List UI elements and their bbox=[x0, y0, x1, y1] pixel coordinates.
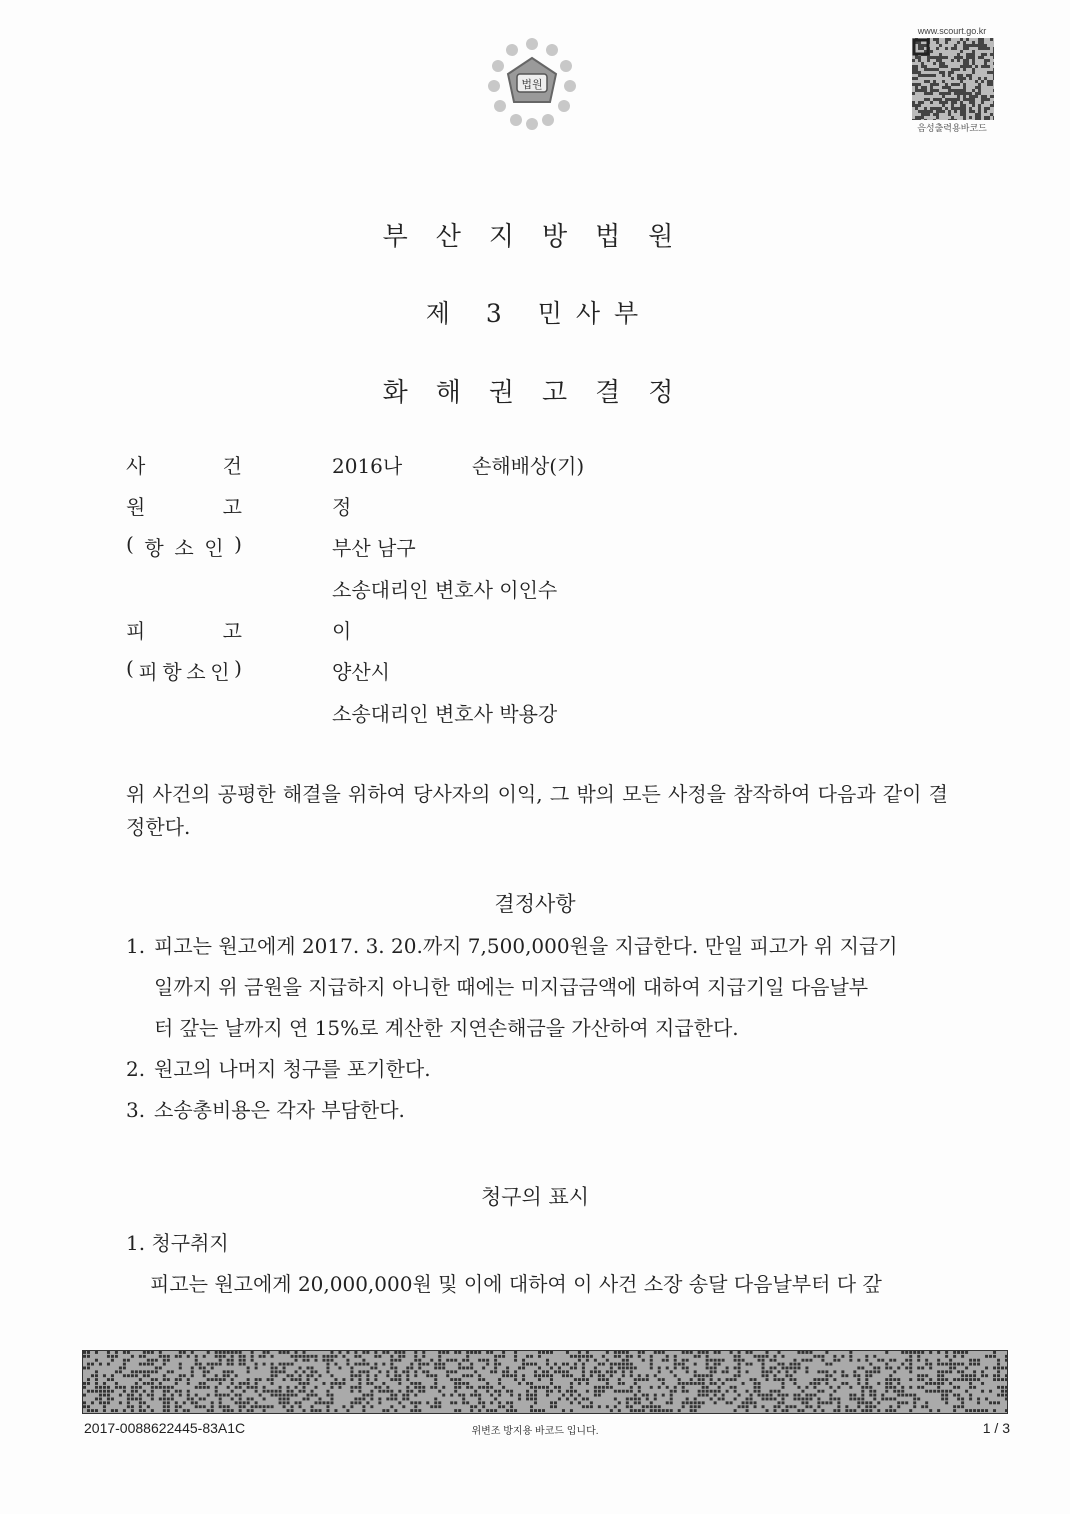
seal-text: 법원 bbox=[521, 78, 543, 91]
claim-heading: 청구의 표시 bbox=[480, 1185, 590, 1209]
party-label: 피 고 bbox=[126, 619, 242, 643]
anti-forgery-barcode-icon bbox=[82, 1350, 1008, 1414]
party-label: ( 항 소 인 ) bbox=[126, 532, 242, 560]
qr-url: www.scourt.go.kr bbox=[917, 26, 987, 36]
case-name: 손해배상(기) bbox=[472, 454, 585, 478]
barcode-note: 위변조 방지용 바코드 입니다. bbox=[471, 1426, 599, 1437]
item-number: 3. bbox=[126, 1098, 146, 1122]
decision-item-3 bbox=[126, 1090, 956, 1131]
item-number: 1. bbox=[126, 934, 146, 958]
claim-item: 1. 청구취지 bbox=[126, 1231, 229, 1255]
item-number: 2. bbox=[126, 1057, 146, 1081]
party-value: 부산 남구 bbox=[332, 536, 416, 560]
party-value: 2016나 bbox=[332, 454, 403, 478]
court-name: 부산지방법원 bbox=[382, 222, 702, 252]
court-seal-icon bbox=[484, 36, 580, 132]
item-text: 피고는 원고에게 2017. 3. 20.까지 7,500,000원을 지급한다. 만일 피고가 위 지급기 bbox=[154, 934, 898, 958]
item-text: 소송총비용은 각자 부담한다. bbox=[154, 1098, 405, 1122]
claim-text: 피고는 원고에게 20,000,000원 및 이에 대하여 이 사건 소장 송달 다음날부터 다 갚 bbox=[150, 1272, 882, 1296]
document-id: 2017-0088622445-83A1C bbox=[84, 1420, 246, 1436]
party-value: 소송대리인 변호사 이인수 bbox=[332, 578, 558, 602]
page-number: 1 / 3 bbox=[982, 1420, 1010, 1436]
party-value: 양산시 bbox=[332, 660, 390, 684]
party-label: ( 피 항 소 인 ) bbox=[126, 656, 242, 684]
party-label: 원 고 bbox=[126, 495, 242, 519]
decision-item-2 bbox=[126, 1049, 956, 1090]
decision-item-1 bbox=[126, 926, 956, 1049]
division-name bbox=[0, 294, 1070, 330]
item-continuation: 터 갚는 날까지 연 15%로 계산한 지연손해금을 가산하여 지급한다. bbox=[154, 1016, 739, 1040]
qr-code-icon bbox=[912, 38, 994, 120]
party-label: 사 건 bbox=[126, 454, 242, 478]
party-value: 정 bbox=[332, 495, 352, 519]
document-title: 화해권고결정 bbox=[382, 378, 702, 408]
party-value: 이 bbox=[332, 619, 352, 643]
item-text: 원고의 나머지 청구를 포기한다. bbox=[154, 1057, 431, 1081]
intro-paragraph: 위 사건의 공평한 해결을 위하여 당사자의 이익, 그 밖의 모든 사정을 참작하여 다음과 같이 결정한다. bbox=[126, 782, 948, 839]
item-continuation: 일까지 위 금원을 지급하지 아니한 때에는 미지급금액에 대하여 지급기일 다음날부 bbox=[154, 975, 869, 999]
decision-heading: 결정사항 bbox=[494, 892, 576, 916]
qr-caption: 음성출력용바코드 bbox=[917, 123, 987, 133]
division-text: 제 3 민사부 bbox=[425, 299, 653, 328]
party-value: 소송대리인 변호사 박용강 bbox=[332, 702, 558, 726]
